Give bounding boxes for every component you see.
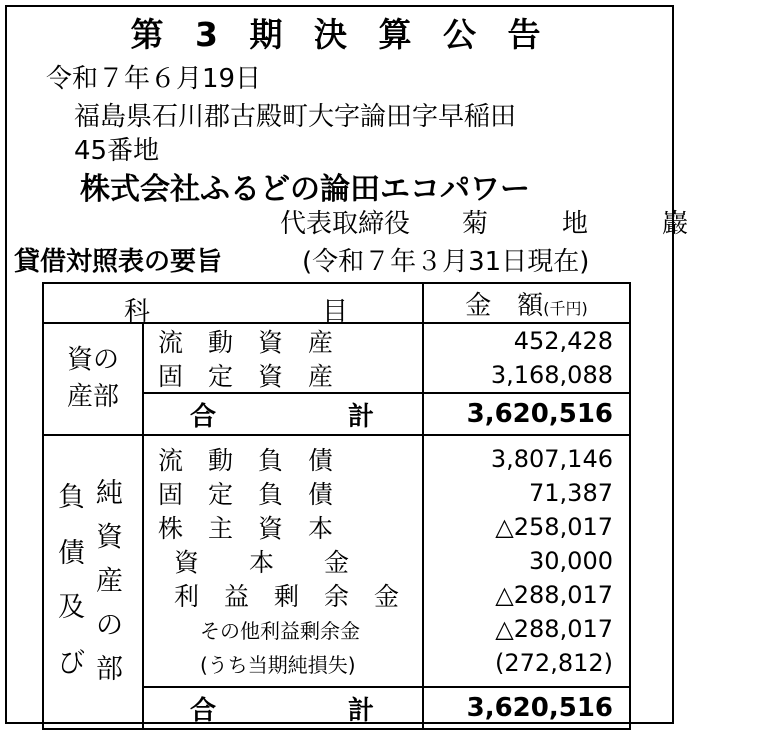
liabilities-total-amount: 3,620,516 [423, 687, 630, 729]
liabilities-rows [43, 435, 630, 687]
assets-item-label: 流 動 資 産 [158, 328, 334, 357]
liabilities-amounts [423, 435, 630, 687]
assets-item-amount: 3,168,088 [490, 361, 613, 389]
liab-cat-char: 債 [58, 538, 85, 569]
liabilities-item-amount: △288,017 [495, 581, 613, 609]
assets-item-label: 固 定 資 産 [158, 362, 334, 391]
total-char-2: 計 [347, 401, 374, 432]
liabilities-item-amount: △258,017 [495, 513, 613, 541]
liab-cat-char: 部 [96, 654, 123, 685]
total-char-1: 合 [190, 401, 217, 432]
assets-total-amount: 3,620,516 [423, 393, 630, 435]
assets-category-line-2: 産部 [66, 382, 119, 412]
liabilities-item-amount: △288,017 [495, 615, 613, 643]
liab-cat-char: 負 [58, 482, 85, 513]
liab-cat-char: の [96, 610, 123, 641]
liab-cat-char: 純 [96, 478, 123, 509]
assets-items [143, 323, 423, 393]
address-line-1: 福島県石川郡古殿町大字論田字早稲田 [74, 102, 517, 132]
liabilities-total-label-inner [144, 690, 422, 727]
liabilities-item-label: 資 本 金 [174, 548, 350, 577]
notice-date: 令和７年６月19日 [46, 64, 262, 94]
header-item-char-2: 目 [322, 297, 349, 327]
representative-name: 菊地巖 [462, 209, 762, 239]
liabilities-item-label: 流 動 負 債 [158, 446, 334, 475]
liab-cat-char: 及 [58, 592, 85, 623]
liabilities-total-label [143, 687, 423, 729]
liabilities-item-label: 固 定 負 債 [158, 480, 334, 509]
liabilities-item-amount: 3,807,146 [490, 445, 613, 473]
liabilities-item-label: その他利益剰余金 [200, 618, 360, 643]
total-char-1: 合 [190, 695, 217, 726]
liabilities-items [143, 435, 423, 687]
liab-cat-char: び [58, 648, 85, 679]
liabilities-items-inner [144, 436, 422, 686]
header-amount [423, 283, 630, 323]
header-item [43, 283, 423, 327]
liabilities-item-amount: 71,387 [529, 479, 613, 507]
assets-item-amount: 452,428 [513, 327, 613, 355]
representative-title: 代表取締役 [280, 209, 411, 239]
header-unit: (千円) [543, 298, 588, 318]
liabilities-category-inner [44, 450, 142, 714]
notice-title: 第 3 期 決 算 公 告 [130, 15, 551, 54]
balance-sheet-title: 貸借対照表の要旨 [14, 247, 223, 277]
assets-category-line-1: 資の [66, 345, 119, 375]
table-header-row [43, 283, 630, 323]
assets-total-label [143, 393, 423, 435]
assets-category [43, 323, 143, 435]
assets-amounts [423, 323, 630, 393]
liabilities-item-label: (うち当期純損失) [200, 652, 356, 677]
assets-rows [43, 323, 630, 393]
balance-sheet-table [42, 282, 631, 730]
liabilities-item-amount: 30,000 [529, 547, 613, 575]
liab-cat-char: 産 [96, 566, 123, 597]
header-amount-label: 金 額 [465, 290, 544, 321]
address-line-2: 45番地 [74, 136, 160, 166]
header-item-char-1: 科 [124, 297, 151, 327]
total-char-2: 計 [347, 695, 374, 726]
liab-cat-char: 資 [96, 522, 123, 553]
company-name: 株式会社ふるどの論田エコパワー [80, 172, 530, 207]
liabilities-item-amount: (272,812) [495, 649, 613, 677]
liabilities-category [43, 435, 143, 729]
balance-sheet-date: (令和７年３月31日現在) [302, 247, 590, 277]
assets-total-label-inner [144, 396, 422, 433]
liabilities-item-label: 利 益 剰 余 金 [174, 582, 400, 611]
liabilities-amounts-inner [424, 436, 629, 686]
liabilities-item-label: 株 主 資 本 [158, 514, 334, 543]
